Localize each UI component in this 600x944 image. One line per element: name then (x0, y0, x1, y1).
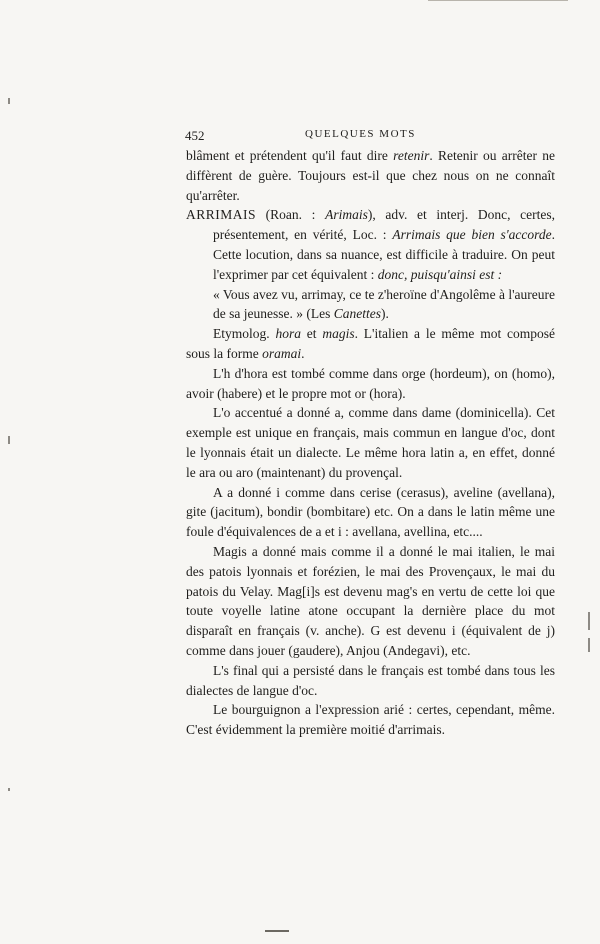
paragraph-etymology: Etymolog. hora et magis. L'italien a le même mot composé sous la forme oramai. (186, 326, 555, 361)
entry-quotation: « Vous avez vu, arrimay, ce te z'heroïne d'Angolême à l'aureure de sa jeunesse. » (Les Canettes). (213, 286, 555, 322)
page-number: 452 (185, 128, 205, 143)
running-head: QUELQUES MOTS (305, 128, 416, 140)
text-block (186, 146, 555, 740)
margin-mark (8, 436, 10, 444)
margin-mark (588, 638, 590, 652)
dictionary-entry: ARRIMAIS (Roan. : Arimais), adv. et interj. Donc, certes, présentement, en vérité, Loc. : Arrimais que bien s'accorde. Cette locution, dans sa nuance, est difficile à traduire. On peut l'exprimer par cet équivalent : donc, puisqu'ainsi est : « Vous avez vu, arrimay, ce te z'heroïne d'Angolême à l'aureure de sa jeunesse. » (Les Canettes). (186, 207, 556, 322)
paragraph-continuation: blâment et prétendent qu'il faut dire retenir. Retenir ou arrêter ne diffèrent de guère. Toujours est-il que chez nous on ne connaît qu'arrêter. (186, 148, 555, 203)
paragraph: A a donné i comme dans cerise (cerasus), aveline (avellana), gite (jacitum), bondir (bombitare) etc. On a dans le latin même une foule d'équivalences de a et i : avellana, avellina, etc.... (186, 484, 555, 540)
paragraph: L'o accentué a donné a, comme dans dame (dominicella). Cet exemple est unique en français, mais commun en langue d'oc, dont le lyonnais était un dialecte. Le même hora latin a, en effet, donné le ara ou aro (maintenant) du provençal. (186, 405, 555, 480)
page-header (185, 128, 441, 144)
margin-mark (8, 788, 10, 791)
top-rule (428, 0, 568, 1)
entry-headword: ARRIMAIS (186, 207, 257, 223)
margin-mark (588, 612, 590, 630)
paragraph: L's final qui a persisté dans le français est tombé dans tous les dialectes de langue d'oc. (186, 662, 555, 698)
paragraph: Magis a donné mais comme il a donné le mai italien, le mai des patois lyonnais et forézien, le mai des Provençaux, le mai du patois du Velay. Mag[i]s est devenu mag's en vertu de cette loi que toute voyelle latine atone occupant la dernière place du mot disparaît en français (v. anche). G est devenu i (équivalent de j) comme dans jouer (gaudere), Anjou (Andegavi), etc. (186, 543, 555, 658)
bottom-mark (265, 930, 289, 932)
paragraph: L'h d'hora est tombé comme dans orge (hordeum), on (homo), avoir (habere) et le propre mot or (hora). (186, 365, 555, 401)
margin-mark (8, 98, 10, 104)
paragraph: Le bourguignon a l'expression arié : certes, cependant, même. C'est évidemment la première moitié d'arrimais. (186, 702, 555, 738)
